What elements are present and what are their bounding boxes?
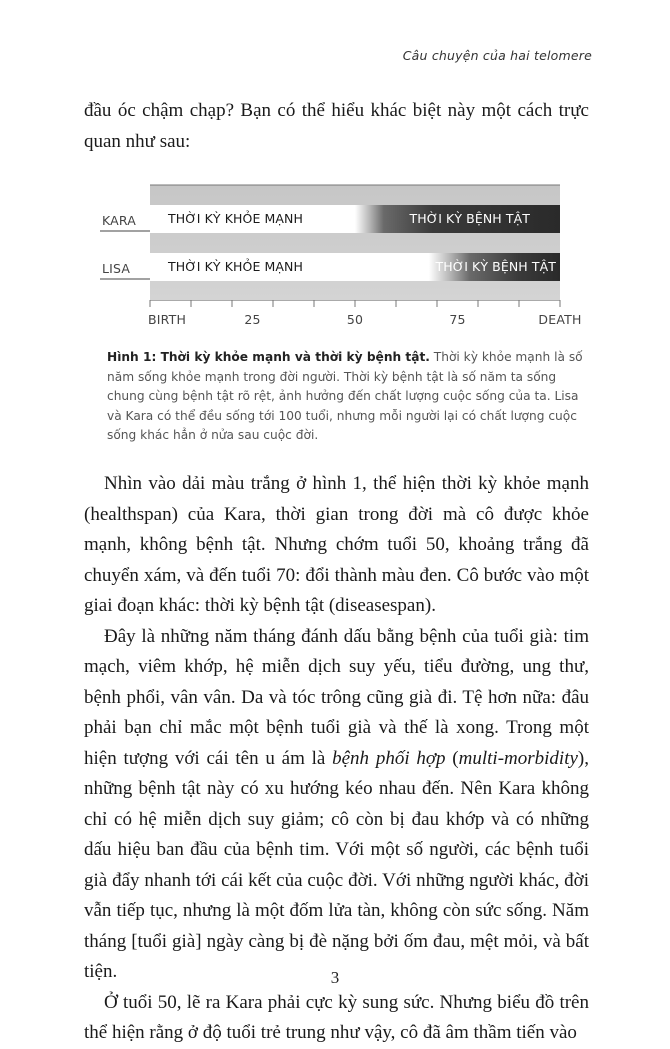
- term-italic-en: multi-morbidity: [458, 747, 578, 769]
- x-tick-label: 50: [346, 312, 364, 327]
- paragraph-2-text-c: ), những bệnh tật này có xu hướng kéo nhau đến. Nên Kara không chỉ có hệ miễn dịch suy giảm; cô còn bị đau khớp và có những dấu hiệu ban đầu của bệnh tim. Với một số người, các bệnh tuổi già đẩy nhanh tới cái kết của cuộc đời. Với những người khác, đời vẫn tiếp tục, nhưng là một đốm lửa tàn, không còn sức sống. Năm tháng [tuổi già] ngày càng bị đè nặng bởi ốm đau, mệt mỏi, và bất tiện.: [84, 747, 589, 982]
- kara-healthspan-label: THỜI KỲ KHỎE MẠNH: [168, 211, 304, 226]
- page-number: 3: [330, 968, 340, 987]
- x-tick-label: 25: [244, 312, 261, 327]
- x-tick-label: BIRTH: [148, 312, 187, 327]
- lisa-diseasespan-label: THỜI KỲ BỆNH TẬT: [435, 259, 556, 274]
- chart-background: [150, 185, 560, 300]
- main-text-block: [84, 469, 589, 1049]
- figure-healthspan-chart: [100, 180, 580, 340]
- paragraph-2-text-a: Đây là những năm tháng đánh dấu bằng bệnh của tuổi già: tim mạch, viêm khớp, hệ miễn dịch suy yếu, tiểu đường, ung thư, bệnh phổi, vân vân. Da và tóc trông cũng già đi. Tệ hơn nữa: đâu phải bạn chỉ mắc một bệnh tuổi già và thế là xong. Trong một hiện tượng với cái tên u ám là: [84, 625, 589, 769]
- term-italic-vi: bệnh phối hợp: [332, 747, 446, 769]
- paragraph-3: Ở tuổi 50, lẽ ra Kara phải cực kỳ sung sức. Nhưng biểu đồ trên thể hiện rằng ở độ tuổi trẻ trung như vậy, cô đã âm thầm tiến vào: [84, 991, 589, 1043]
- caption-title: Hình 1: Thời kỳ khỏe mạnh và thời kỳ bệnh tật.: [107, 350, 430, 364]
- paragraph-2-text-b: (: [445, 747, 459, 769]
- x-tick-label: DEATH: [538, 312, 582, 327]
- lisa-healthspan-label: THỜI KỲ KHỎE MẠNH: [168, 259, 304, 274]
- intro-text-block: [84, 96, 589, 157]
- paragraph-2: [84, 622, 589, 988]
- intro-paragraph: đầu óc chậm chạp? Bạn có thể hiểu khác biệt này một cách trực quan như sau:: [84, 100, 589, 152]
- paragraph-1: Nhìn vào dải màu trắng ở hình 1, thể hiện thời kỳ khỏe mạnh (healthspan) của Kara, thời gian trong đời mà cô được khỏe mạnh, không bệnh tật. Nhưng chớm tuổi 50, khoảng trắng đã chuyển xám, và đến tuổi 70: đổi thành màu đen. Cô bước vào một giai đoạn khác: thời kỳ bệnh tật (diseasespan).: [84, 473, 589, 616]
- running-head: Câu chuyện của hai telomere: [402, 48, 592, 63]
- row-label-kara: KARA: [102, 213, 137, 228]
- x-tick-label: 75: [449, 312, 466, 327]
- figure-caption: [107, 348, 587, 446]
- row-label-lisa: LISA: [102, 261, 131, 276]
- caption-body: Thời kỳ khỏe mạnh là số năm sống khỏe mạnh trong đời người. Thời kỳ bệnh tật là số năm ta sống chung cùng bệnh tật rõ rệt, ảnh hưởng đến chất lượng cuộc sống của ta. Lisa và Kara có thể đều sống tới 100 tuổi, nhưng mỗi người lại có chất lượng cuộc sống khác hẳn ở nửa sau cuộc đời.: [107, 350, 583, 442]
- kara-diseasespan-label: THỜI KỲ BỆNH TẬT: [409, 211, 530, 226]
